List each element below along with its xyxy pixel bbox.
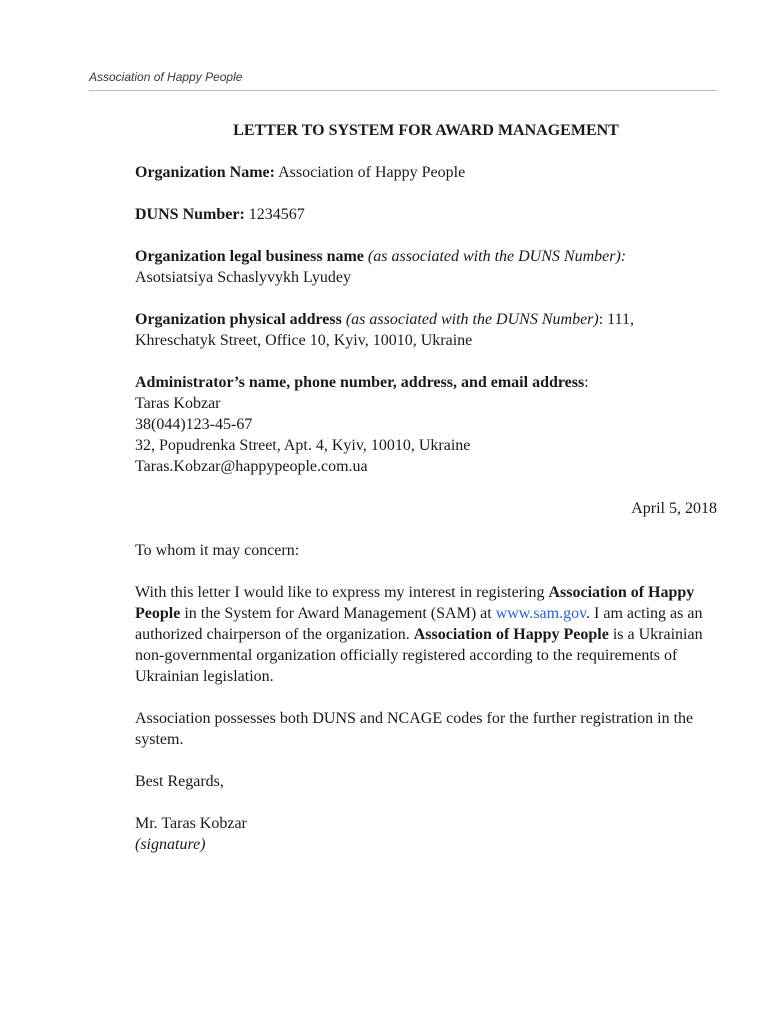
admin-address: 32, Popudrenka Street, Apt. 4, Kyiv, 10010, Ukraine xyxy=(135,437,471,454)
legal-name-field xyxy=(135,246,717,288)
letter-title: LETTER TO SYSTEM FOR AWARD MANAGEMENT xyxy=(233,122,619,139)
closing: Best Regards, xyxy=(135,773,224,790)
salutation: To whom it may concern: xyxy=(135,542,300,559)
para1-text-d: is a Ukrainian non-governmental organization officially registered according to the requirements of Ukrainian legislation. xyxy=(135,626,703,685)
paragraph-2: Association possesses both DUNS and NCAGE codes for the further registration in the system. xyxy=(135,710,694,748)
header-divider xyxy=(89,90,717,91)
para1-org-name: Association of Happy People xyxy=(135,584,695,622)
page-header: Association of Happy People xyxy=(89,70,243,84)
para1-org-name-2: Association of Happy People xyxy=(413,626,609,643)
para1-text-a: With this letter I would like to express my interest in registering xyxy=(135,584,549,601)
legal-name-note: (as associated with the DUNS Number): xyxy=(367,248,627,265)
physical-address-field xyxy=(135,309,717,351)
address-value-part2: Khreschatyk Street, Office 10, Kyiv, 10010, Ukraine xyxy=(135,332,473,349)
address-note: (as associated with the DUNS Number) xyxy=(345,311,599,328)
letter-body xyxy=(135,120,717,876)
admin-colon: : xyxy=(584,374,589,391)
admin-name: Taras Kobzar xyxy=(135,395,221,412)
signer-name: Mr. Taras Kobzar xyxy=(135,815,247,832)
duns-value: 1234567 xyxy=(248,206,305,223)
org-name-label: Organization Name: xyxy=(135,164,275,181)
admin-email: Taras.Kobzar@happypeople.com.ua xyxy=(135,458,368,475)
admin-label: Administrator’s name, phone number, address, and email address xyxy=(135,374,585,391)
signature-note: (signature) xyxy=(135,836,206,853)
sam-gov-link[interactable]: www.sam.gov xyxy=(495,605,587,622)
para1-text-c: . I am acting as an authorized chairperson of the organization. xyxy=(135,605,703,643)
org-name-field xyxy=(135,162,717,183)
duns-field xyxy=(135,204,717,225)
legal-name-label: Organization legal business name xyxy=(135,248,364,265)
para1-text-b: in the System for Award Management (SAM) at xyxy=(180,605,496,622)
duns-label: DUNS Number: xyxy=(135,206,245,223)
legal-name-value: Asotsiatsiya Schaslyvykh Lyudey xyxy=(135,269,351,286)
address-value-part1: : 111, xyxy=(598,311,634,328)
signature-block xyxy=(135,813,717,855)
administrator-field xyxy=(135,372,717,477)
admin-phone: 38(044)123-45-67 xyxy=(135,416,253,433)
org-name-value: Association of Happy People xyxy=(278,164,466,181)
paragraph-1 xyxy=(135,582,717,687)
address-label: Organization physical address xyxy=(135,311,342,328)
letter-date: April 5, 2018 xyxy=(631,500,717,517)
